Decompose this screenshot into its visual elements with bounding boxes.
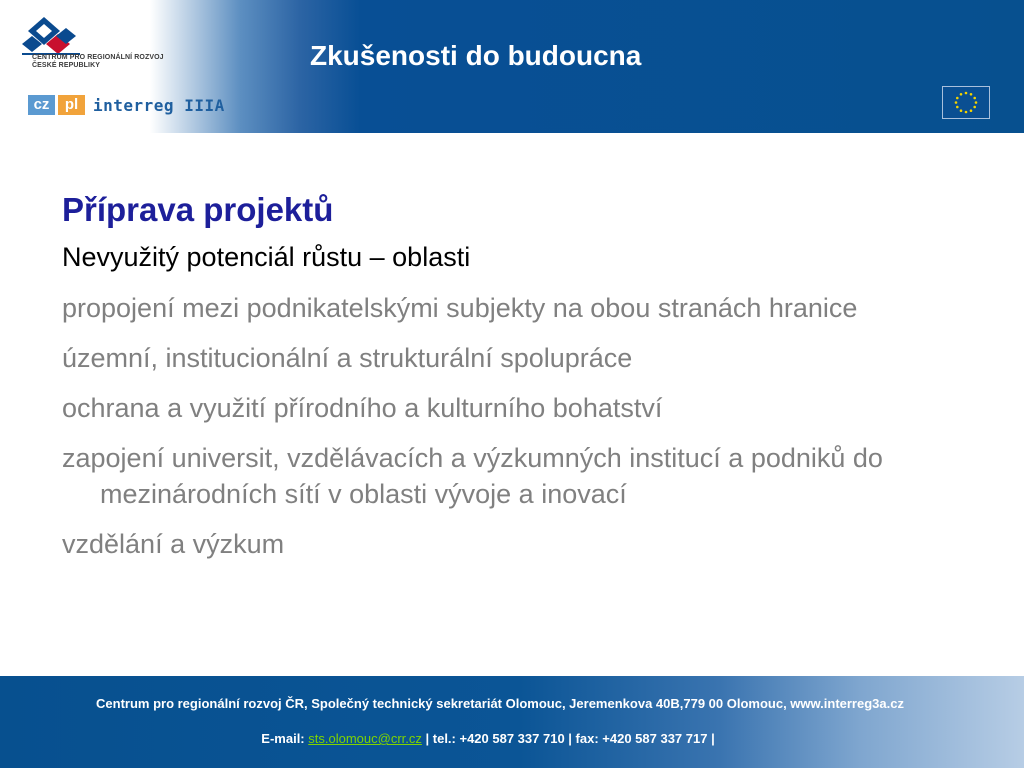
crr-logo-line1: CENTRUM PRO REGIONÁLNÍ ROZVOJ <box>32 54 164 61</box>
list-item: územní, institucionální a strukturální spolupráce <box>62 343 633 373</box>
footer-address: Centrum pro regionální rozvoj ČR, Společný technický sekretariát Olomouc, Jeremenkova 40B,779 00 Olomouc, www.interreg3a.cz <box>96 696 904 711</box>
footer-email-link[interactable]: sts.olomouc@crr.cz <box>308 731 422 746</box>
interreg-pl-box: pl <box>58 95 85 115</box>
interreg-cz-box: cz <box>28 95 55 115</box>
list-item: zapojení universit, vzdělávacích a výzkumných institucí a podniků do mezinárodních sítí v oblasti vývoje a inovací <box>62 443 883 509</box>
interreg-logo <box>28 94 225 116</box>
crr-logo-line2: ČESKÉ REPUBLIKY <box>32 62 101 69</box>
section-subheading: Nevyužitý potenciál růstu – oblasti <box>62 242 471 272</box>
header-band <box>0 0 1024 133</box>
footer-band <box>0 676 1024 768</box>
slide-title: Zkušenosti do budoucna <box>310 40 642 71</box>
footer-contact <box>0 731 976 746</box>
footer-phone-fax: | tel.: +420 587 337 710 | fax: +420 587 337 717 | <box>425 731 715 746</box>
list-item: vzdělání a výzkum <box>62 529 285 559</box>
footer-email-label: E-mail: <box>261 731 305 746</box>
crr-logo-text <box>32 54 164 70</box>
section-heading: Příprava projektů <box>62 191 334 228</box>
slide-content <box>62 188 982 576</box>
list-item: ochrana a využití přírodního a kulturního bohatství <box>62 393 663 423</box>
eu-flag-icon <box>942 86 990 119</box>
list-item: propojení mezi podnikatelskými subjekty na obou stranách hranice <box>62 293 858 323</box>
interreg-wordmark: interreg IIIA <box>93 95 225 115</box>
